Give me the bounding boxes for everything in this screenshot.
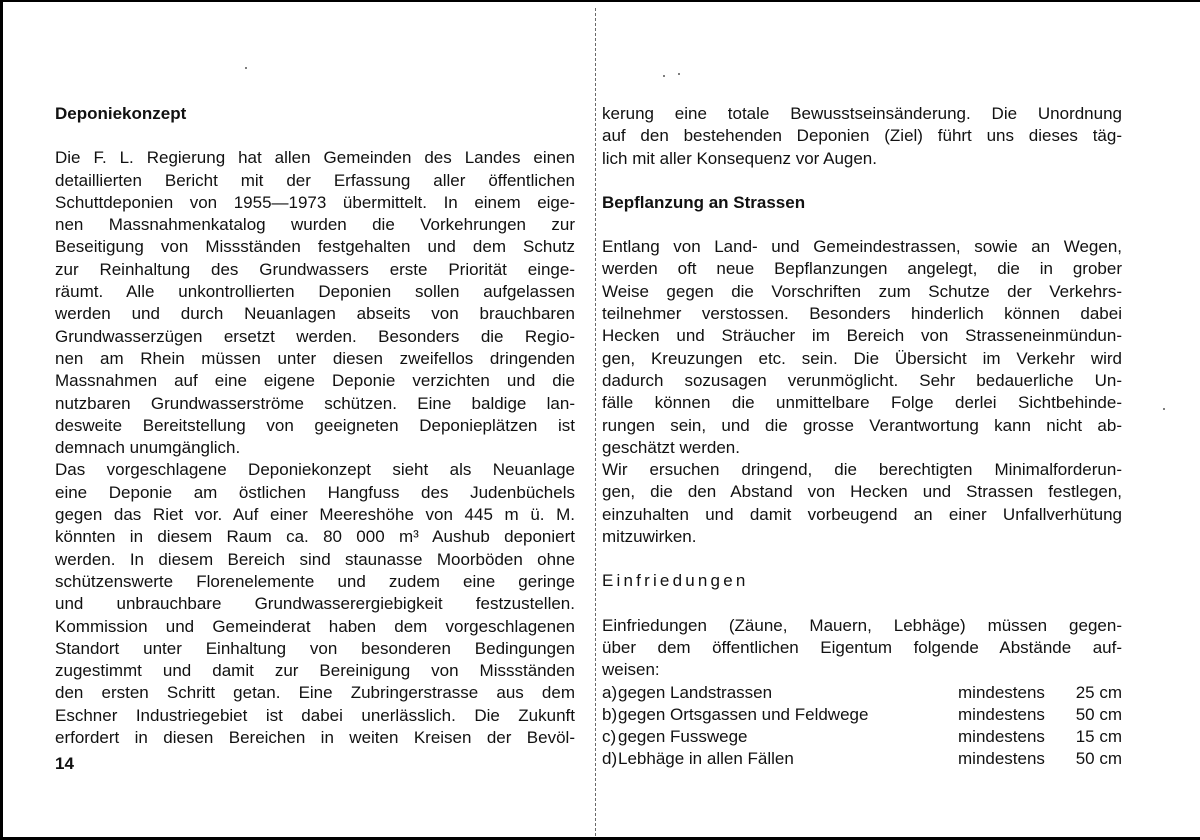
text-line: rungen sein, und die grosse Verantwortung kann nicht ab- [602,415,1122,435]
text-line: kerung eine totale Bewusstseinsänderung. Die Unordnung [602,104,1122,123]
text-line: zugestimmt und damit zur Bereinigung von Missständen [55,661,575,681]
text-line: Wir ersuchen dringend, die berechtigten Minimalforderun- [602,460,1122,480]
section-heading-deponiekonzept: Deponiekonzept [55,104,187,123]
text-line: nutzbaren Grundwasserströme schützen. Eine baldige lan- [55,393,575,413]
row-marker: b) [602,704,618,724]
text-line: auf den bestehenden Deponien (Ziel) führt uns dieses täg- [602,126,1122,146]
text-line: Grundwasserzügen ersetzt werden. Besonders die Regio- [55,326,575,346]
text-line: zur Reinhaltung des Grundwassers erste Priorität einge- [55,259,575,279]
distance-table [602,682,1122,771]
text-line: Entlang von Land- und Gemeindestrassen, sowie an Wegen, [602,237,1122,257]
text-line: geschätzt werden. [602,437,740,457]
text-line: lich mit aller Konsequenz vor Augen. [602,148,877,168]
page-border-top [0,0,1200,2]
paragraph-einfriedungen [602,615,1122,682]
text-line: über dem öffentlichen Eigentum folgende Abstände auf- [602,637,1122,657]
row-item: gegen Fusswege [618,727,748,747]
page-number: 14 [55,754,74,773]
text-line: werden. In diesem Bereich sind staunasse Moorböden ohne [55,549,575,569]
text-line: eine Deponie am östlichen Hangfuss des Judenbüchels [55,482,575,502]
table-row [602,682,1122,704]
table-row [602,748,1122,770]
row-prefix: mindestens [958,727,1045,747]
text-line: Beseitigung von Missständen festgehalten und dem Schutz [55,237,575,257]
section-heading-einfriedungen: Einfriedungen [602,571,749,591]
text-line: den ersten Schritt getan. Eine Zubringerstrasse aus dem [55,683,575,703]
row-value: 15 cm [1075,727,1122,747]
text-line: schützenswerte Florenelemente und zudem eine geringe [55,571,575,591]
row-item: gegen Ortsgassen und Feldwege [618,704,869,724]
row-item: Lebhäge in allen Fällen [618,749,794,769]
scan-speck [663,75,665,77]
row-value: 50 cm [1075,749,1122,769]
paragraph-deponie-report [55,147,575,459]
text-line: gen, Kreuzungen etc. sein. Die Übersicht im Verkehr wird [602,348,1122,368]
left-column [55,103,575,749]
row-value: 50 cm [1075,704,1122,724]
row-marker: c) [602,727,617,747]
text-line: Eschner Industriegebiet ist dabei unerlässlich. Die Zukunft [55,705,575,725]
text-line: Die F. L. Regierung hat allen Gemeinden des Landes einen [55,148,575,168]
text-line: Das vorgeschlagene Deponiekonzept sieht als Neuanlage [55,460,575,480]
text-line: räumt. Alle unkontrollierten Deponien sollen aufgelassen [55,282,575,302]
text-line: Kommission und Gemeinderat haben dem vorgeschlagenen [55,616,575,636]
paragraph-deponie-proposal [55,459,575,749]
page-gutter [595,8,596,836]
row-marker: d) [602,749,618,769]
text-line: mitzuwirken. [602,527,697,547]
text-line: Weise gegen die Vorschriften zum Schutze der Verkehrs- [602,281,1122,301]
text-line: werden oft neue Bepflanzungen angelegt, die in grober [602,259,1122,279]
text-line: nen Massnahmenkatalog wurden die Vorkehrungen zur [55,215,575,235]
text-line: desweite Bereitstellung von geeigneten Deponieplätzen ist [55,415,575,435]
text-line: detaillierten Bericht mit der Erfassung aller öffentlichen [55,170,575,190]
text-line: dadurch sozusagen verunmöglicht. Sehr bedauerliche Un- [602,370,1122,390]
scan-speck [678,73,680,75]
text-line: teilnehmer verstossen. Besonders hinderlich können dabei [602,304,1122,324]
page-border-left [0,0,3,840]
table-row [602,726,1122,748]
text-line: Einfriedungen (Zäune, Mauern, Lebhäge) müssen gegen- [602,615,1122,635]
row-marker: a) [602,682,618,702]
row-value: 25 cm [1075,682,1122,702]
text-line: weisen: [602,660,660,680]
row-prefix: mindestens [958,704,1045,724]
paragraph-bepflanzung [602,236,1122,459]
text-line: und unbrauchbare Grundwasserergiebigkeit festzustellen. [55,594,575,614]
text-line: Hecken und Sträucher im Bereich von Strasseneinmündun- [602,326,1122,346]
paragraph-continuation [602,103,1122,170]
text-line: demnach unumgänglich. [55,438,241,458]
row-prefix: mindestens [958,749,1045,769]
section-heading-bepflanzung: Bepflanzung an Strassen [602,192,806,212]
text-line: fälle können die unmittelbare Folge derlei Sichtbehinde- [602,393,1122,413]
text-line: könnten in diesem Raum ca. 80 000 m³ Aushub deponiert [55,527,575,547]
scan-speck [1163,408,1165,410]
text-line: einzuhalten und damit vorbeugend an einer Unfallverhütung [602,504,1122,524]
text-line: erfordert in diesen Bereichen in weiten Kreisen der Bevöl- [55,728,575,748]
text-line: werden und durch Neuanlagen abseits von brauchbaren [55,304,575,324]
text-line: gen, die den Abstand von Hecken und Strassen festlegen, [602,482,1122,502]
text-line: Schuttdeponien von 1955—1973 übermittelt. In einem eige- [55,192,575,212]
paragraph-minimalforderungen [602,459,1122,548]
text-line: Standort unter Einhaltung von besonderen Bedingungen [55,638,575,658]
row-item: gegen Landstrassen [618,682,773,702]
text-line: gegen das Riet vor. Auf einer Meereshöhe von 445 m ü. M. [55,505,575,525]
text-line: Massnahmen auf eine eigene Deponie verzichten und die [55,371,575,391]
text-line: nen am Rhein müssen unter diesen zweifellos dringenden [55,348,575,368]
table-row [602,704,1122,726]
right-column [602,103,1122,771]
scan-speck [245,67,247,69]
row-prefix: mindestens [958,682,1045,702]
